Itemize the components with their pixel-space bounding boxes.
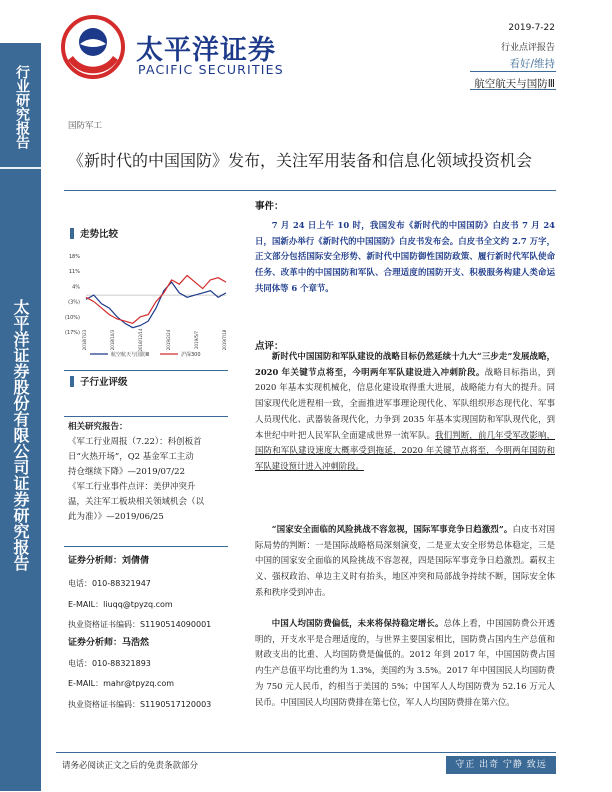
related-line[interactable]: 温，关注军工板块相关领域机会（以 [68,497,205,507]
x-tick-label: 2019/7/18 [222,329,227,351]
comment-p2-text: 白皮书对国际局势的判断：一是国际战略格局深刻演变，二是亚太安全形势总体稳定，三是中国的国家安全面临的风险挑战不容忽视，四是国际军事竞争日趋激烈。霸权主义、强权政治、单边主义时有抬头，地区冲突和局部战争持续不断，国际安全体系和秩序受到冲击。 [255,524,556,597]
related-line[interactable]: 日“火热开场”，Q2 基金军工主动 [68,452,194,462]
section-divider [64,546,228,547]
event-text [255,218,555,297]
analyst-email[interactable]: E-MAIL：mahr@tpyzq.com [68,679,175,688]
related-heading: 相关研究报告： [68,422,128,432]
series-line [86,276,226,324]
page-title: 《新时代的中国国防》发布，关注军用装备和信息化领域投资机会 [68,151,533,170]
comment-p3-text: 总体上看，中国国防费公开透明的，开支水平是合理适度的，与世界主要国家相比，国防费占国内生产总值和财政支出的比重、人均国防费是偏低的。2012 年到 2017 年，中国国防费占国内生产总值平均比重约为 1.3%，美国约为 3.5%。2017 年中国国民人均国防费为 750 元人民币，约相当于美国的 5%；中国军人人均国防费为 52.16 万元人民币。中国国民人均国防费排在第七位，军人人均国防费排在第六位。 [255,618,556,707]
series-line [86,282,226,328]
section-marker [70,228,74,239]
analyst-phone: 电话：010-88321947 [68,579,151,588]
y-tick-label: 4% [72,284,80,291]
footer-disclaimer: 请务必阅读正文之后的免责条款部分 [62,761,199,771]
trend-heading: 走势比较 [80,229,119,240]
analyst-heading: 证券分析师：马浩然 [68,638,150,648]
brand-name-en: PACIFIC SECURITIES [138,62,284,77]
section-marker [70,376,74,387]
y-tick-label: 18% [68,254,80,260]
event-body: 7 月 24 日上午 10 时，我国发布《新时代的中国国防》白皮书 7 月 24 日，国新办举行《新时代的中国国防》白皮书发布会。白皮书全文约 2.7 万字，正文部分包括国际安全形势、新时代中国防御性国防政策、履行新时代军队使命任务、改革中的中国国防和军队、合理适度的国防开支、积极服务构建人类命运共同体等 6 个章节。 [255,220,555,293]
footer-slogan: 守正 出奇 宁静 致远 [446,756,556,774]
report-date: 2019-7-22 [508,23,555,33]
comment-p1-text: 战略目标指出，到 2020 年基本实现机械化，信息化建设取得重大进展，战略能力有大的提升。同国家现代化进程相一致，全面推进军事理论现代化、军队组织形态现代化、军事人员现代化、武器装备现代化，力争到 2035 年基本实现国防和军队现代化，到本世纪中叶把人民军队全面建成世界一流军队。 [255,366,555,440]
analyst-cert: 执业资格证书编码：S1190514090001 [68,620,212,629]
comment-paragraph-2 [255,522,555,601]
related-line[interactable]: 此为准）》—2019/06/25 [68,512,164,522]
y-tick-label: 11% [68,269,80,276]
company-logo-icon [58,12,128,82]
sub-rating-heading: 子行业评级 [80,377,128,388]
brand-name-cn: 太平洋证券 [136,35,276,66]
comment-p3-bold: 中国人均国防费偏低，未来将保持稳定增长。 [271,618,444,628]
x-tick-label: 2019/2/24 [166,329,171,351]
analyst-phone: 电话：010-88321893 [68,659,151,668]
analyst-email[interactable]: E-MAIL：liuqq@tpyzq.com [68,600,173,609]
trend-chart [60,248,230,368]
analyst-cert: 执业资格证书编码：S1190517120003 [68,700,212,709]
sidebar-report-type: 行业研究报告 [14,65,30,149]
sidebar [0,43,41,791]
footer-divider [56,752,556,753]
x-tick-label: 2018/7/23 [82,329,87,351]
comment-p2-bold: “国家安全面临的风险挑战不容忽视，国际军事竞争日趋激烈”。 [271,524,513,534]
legend-label: 航空航天与国防Ⅲ [111,352,150,358]
comment-p1-bold: 新时代中国国防和军队建设的战略目标仍然延续十九大“三步走”发展战略，2020 年关键节点将至，今明两年军队建设进入冲刺阶段。 [255,351,555,377]
title-divider [64,190,556,191]
related-line[interactable]: 《军工行业事件点评：美伊冲突升 [68,482,196,492]
related-line[interactable]: 《军工行业周报（7.22）：科创板首 [68,437,202,447]
event-heading: 事件： [255,201,284,212]
comment-p1-underline: 我们判断，前几年受军改影响，国防和军队建设速度大概率受到拖延，2020 年关键节点将至，今明两年国防和军队建设预计进入冲刺阶段。 [255,429,556,471]
x-tick-label: 2018/10/3 [110,329,115,351]
x-tick-label: 2019/5/7 [194,331,199,349]
comment-paragraph-1 [255,349,555,475]
related-line[interactable]: 持仓继续下降》—2019/07/22 [68,467,185,477]
comment-paragraph-3 [255,616,555,710]
rating: 看好/维持 [509,58,555,70]
category: 国防军工 [68,121,103,131]
y-tick-label: (3%) [68,299,80,306]
legend-label: 沪深300 [181,352,201,358]
analyst-heading: 证券分析师：刘倩倩 [68,556,150,566]
y-tick-label: (10%) [64,314,80,321]
y-tick-label: (17%) [64,330,80,336]
sidebar-company: 太平洋证券股份有限公司证券研究报告 [11,299,30,571]
section-divider [64,416,228,417]
x-tick-label: 2018/12/14 [138,328,143,352]
section-divider [64,370,228,371]
header-divider [470,71,556,72]
comment-heading: 点评： [255,341,284,352]
sector: 航空航天与国防Ⅲ [474,78,555,90]
sidebar-divider [0,167,41,169]
report-type: 行业点评报告 [500,43,555,53]
